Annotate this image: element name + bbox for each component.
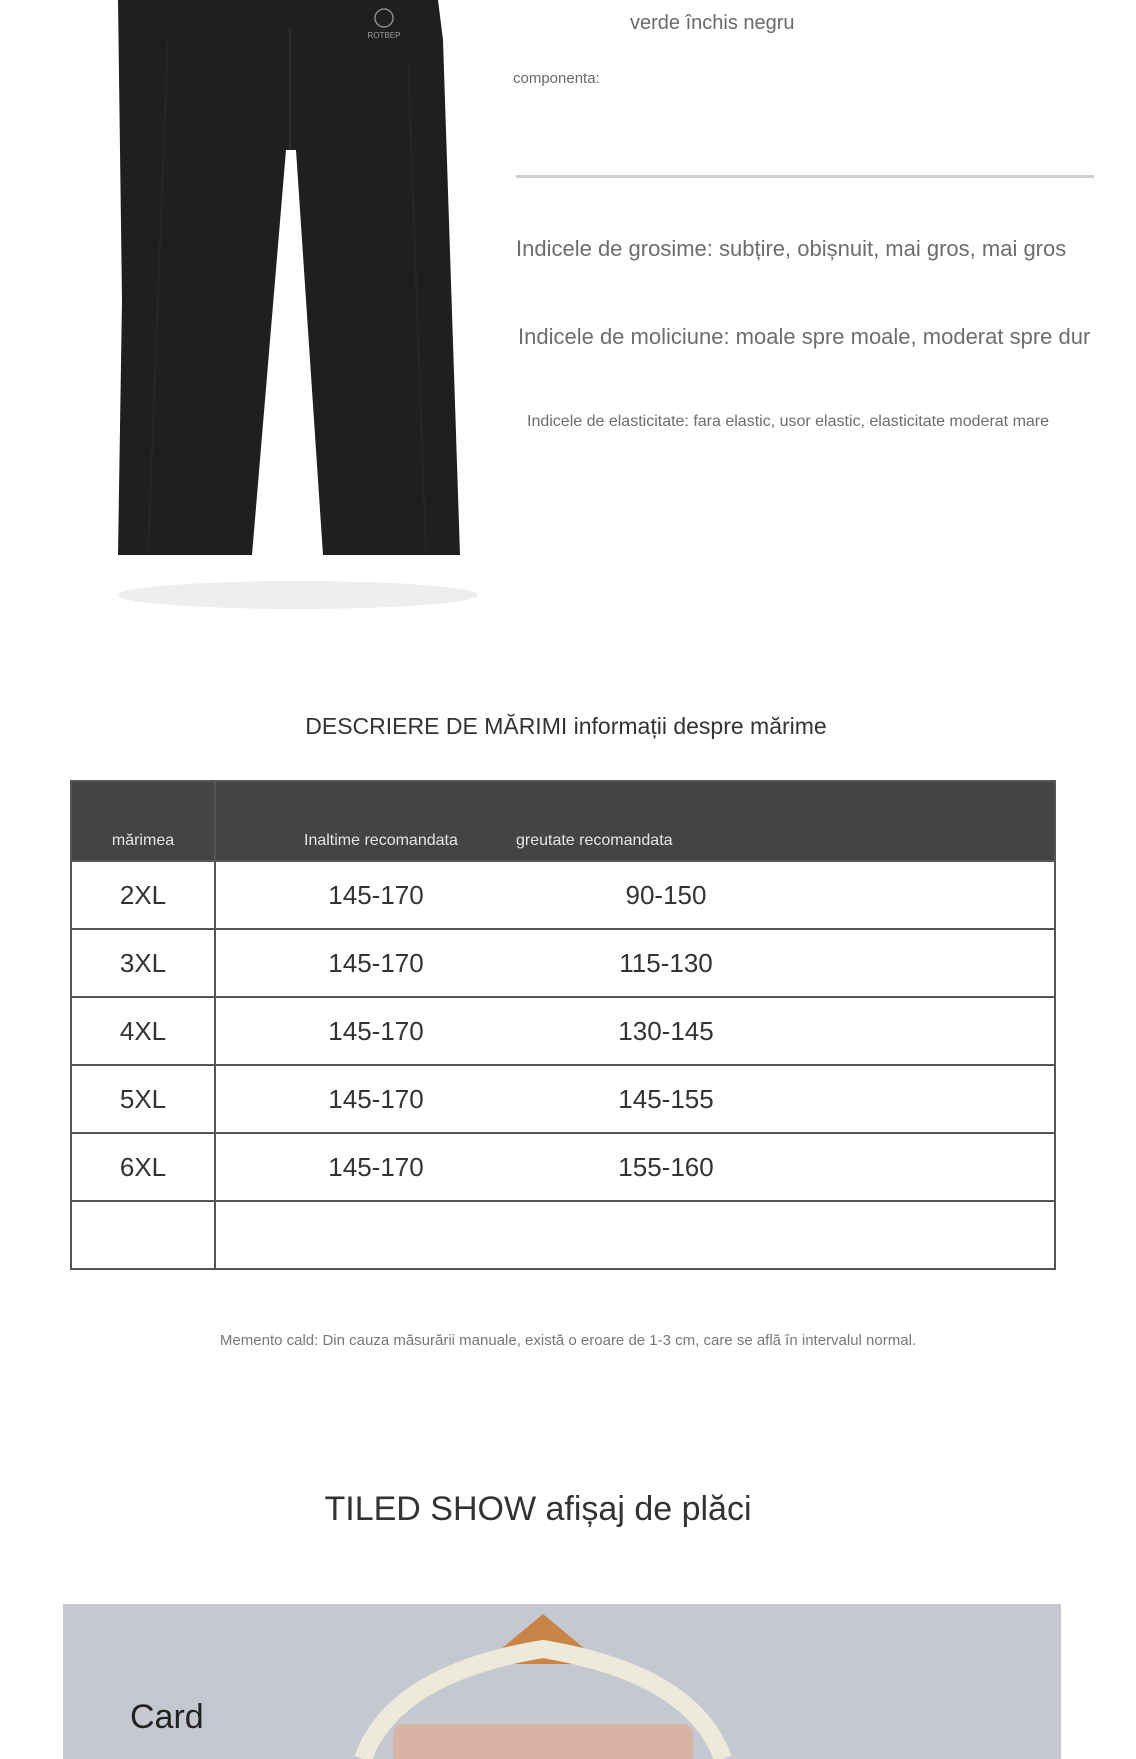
tiled-show-title: TILED SHOW afișaj de plăci (324, 1490, 752, 1528)
height-cell: 145-170 (328, 1015, 424, 1046)
size-table (70, 780, 1056, 1270)
thickness-index: Indicele de grosime: subțire, obișnuit, mai gros, mai gros (516, 236, 1067, 261)
height-cell: 145-170 (328, 1151, 424, 1182)
header-size: mărimea (71, 781, 215, 861)
size-cell: 2XL (71, 861, 215, 929)
size-cell: 5XL (71, 1065, 215, 1133)
height-cell: 145-170 (328, 947, 424, 978)
table-row (71, 1133, 1055, 1201)
table-row (71, 997, 1055, 1065)
table-row (71, 1065, 1055, 1133)
svg-text:ROTBEP: ROTBEP (367, 31, 401, 40)
height-cell: 145-170 (328, 879, 424, 910)
softness-index: Indicele de moliciune: moale spre moale, moderat spre dur (518, 324, 1091, 349)
header-weight: greutate recomandata (516, 832, 673, 849)
pants-product-image (108, 0, 488, 620)
size-cell: 4XL (71, 997, 215, 1065)
weight-cell: 145-155 (618, 1083, 714, 1114)
component-label: componenta: (513, 70, 600, 87)
table-header-row (71, 781, 1055, 861)
size-memo: Memento cald: Din cauza măsurării manuale, există o eroare de 1-3 cm, care se află în intervalul normal. (219, 1332, 917, 1349)
divider (516, 175, 1094, 178)
weight-cell: 115-130 (619, 947, 713, 978)
header-height: Inaltime recomandata (304, 832, 458, 849)
weight-cell: 155-160 (618, 1151, 714, 1182)
tiled-product-photo (63, 1604, 1061, 1759)
size-cell: 3XL (71, 929, 215, 997)
color-value: verde închis negru (630, 12, 795, 34)
size-cell: 6XL (71, 1133, 215, 1201)
weight-cell: 130-145 (618, 1015, 714, 1046)
hanger-photo (63, 1604, 1061, 1759)
elasticity-index: Indicele de elasticitate: fara elastic, usor elastic, elasticitate moderat mare (527, 413, 1050, 430)
height-cell: 145-170 (328, 1083, 424, 1114)
table-row (71, 861, 1055, 929)
weight-cell: 90-150 (625, 879, 707, 910)
size-section-title: DESCRIERE DE MĂRIMI informații despre mărime (305, 713, 827, 739)
table-row-empty (71, 1201, 1055, 1269)
table-row (71, 929, 1055, 997)
card-label: Card (130, 1698, 204, 1736)
